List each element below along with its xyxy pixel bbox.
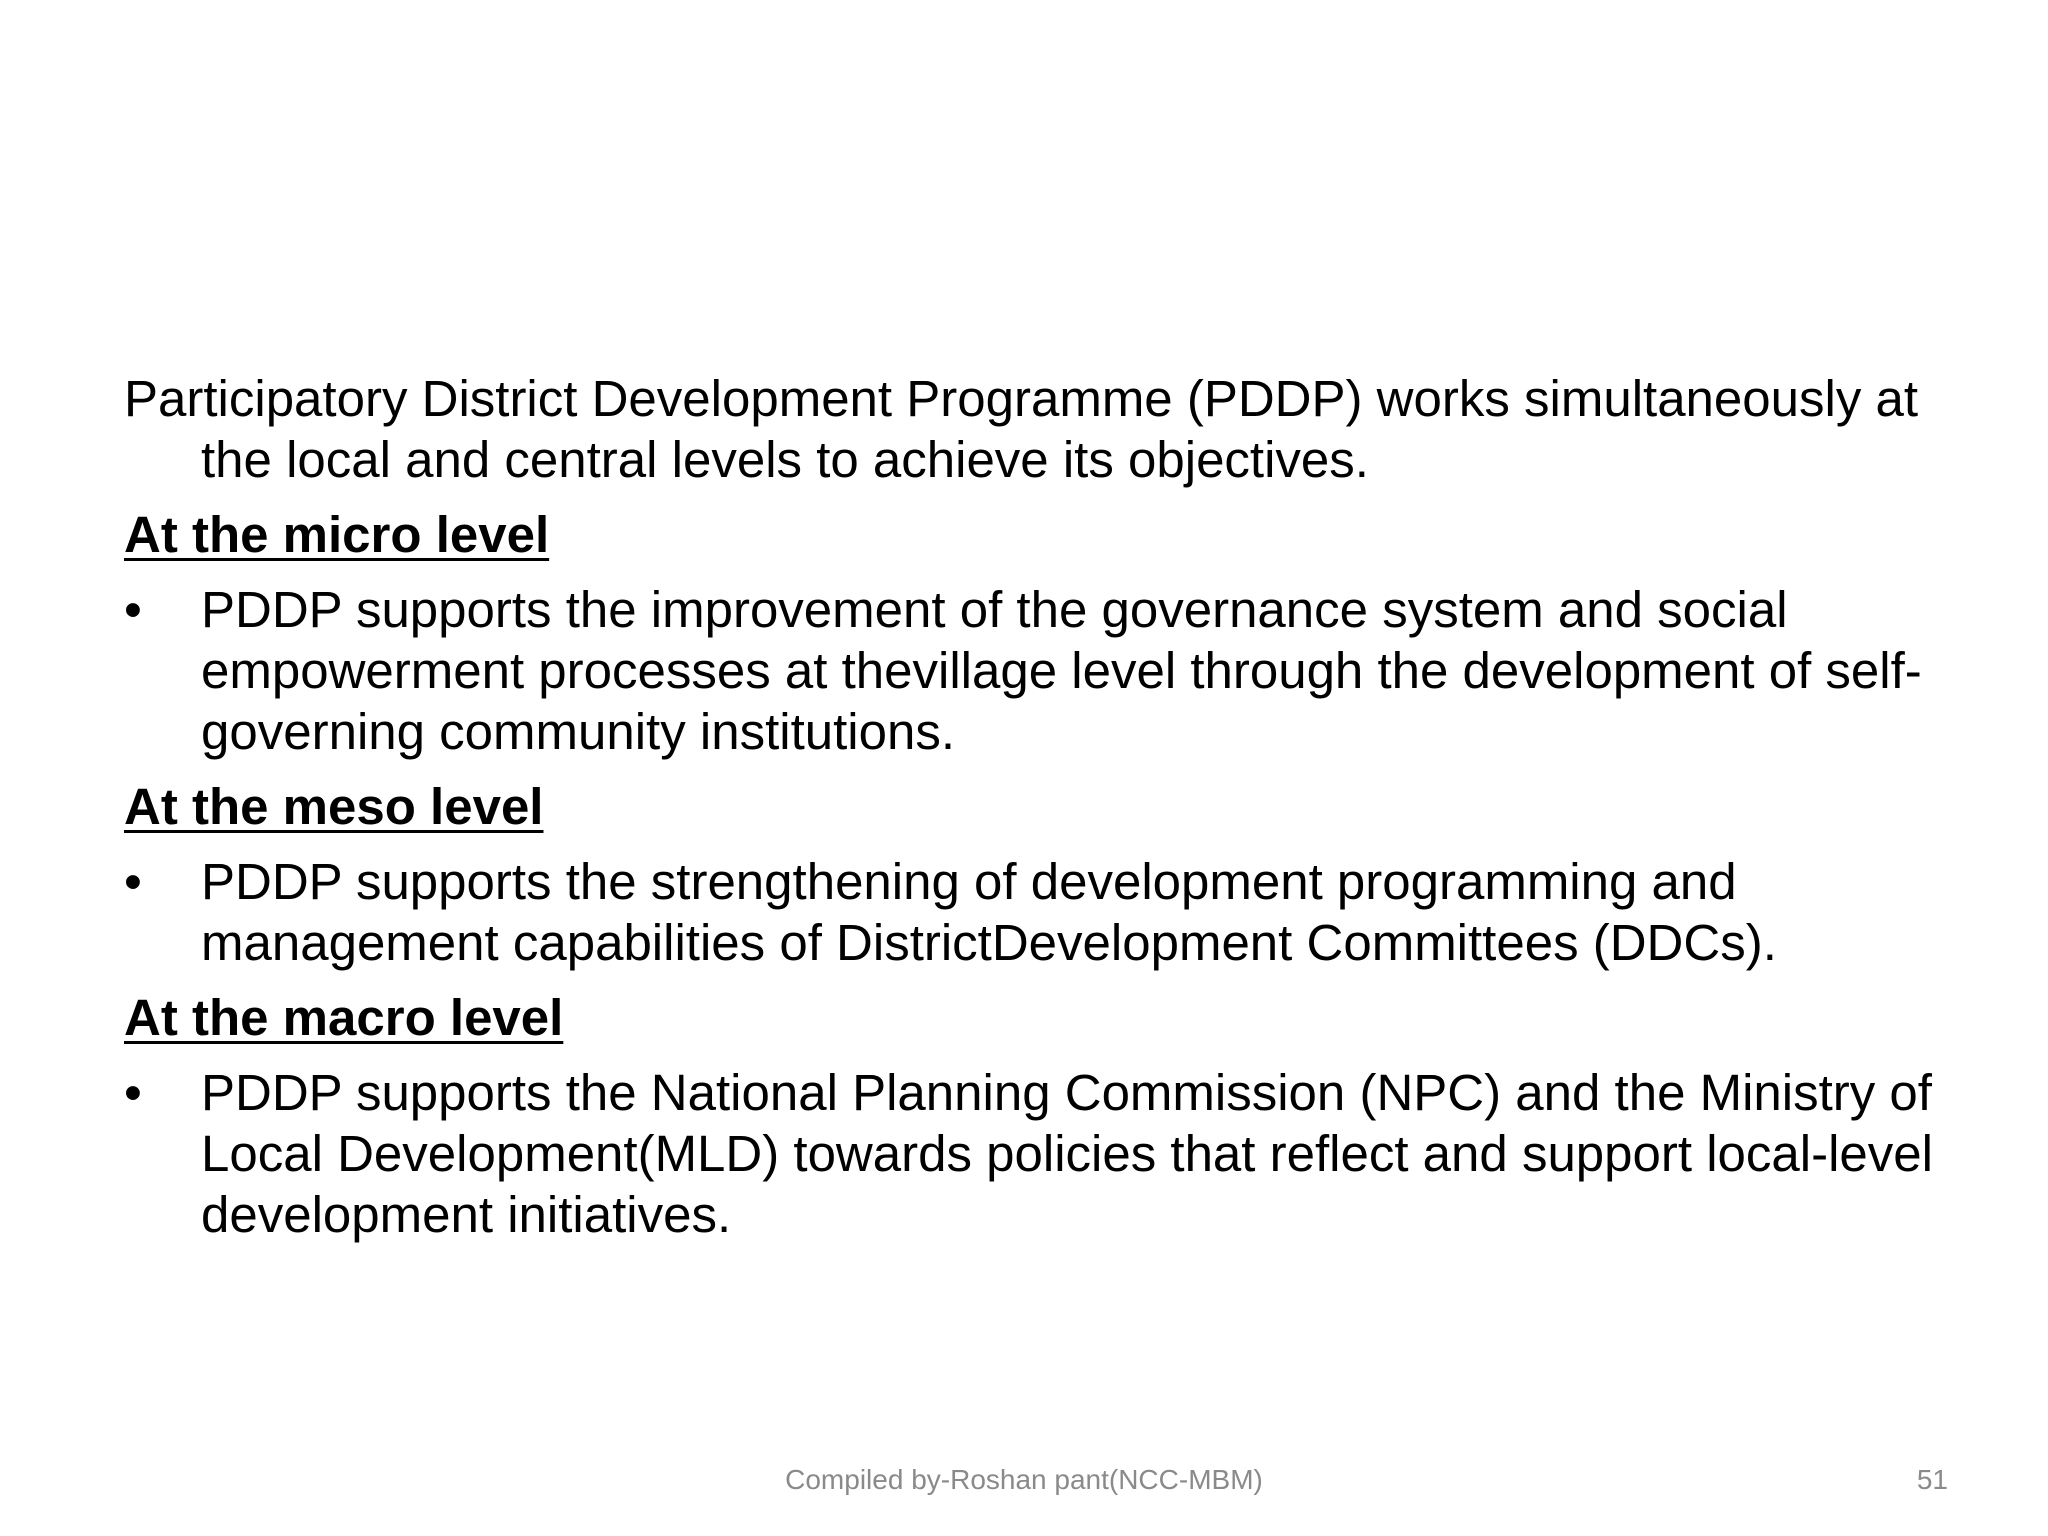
footer-credit: Compiled by-Roshan pant(NCC-MBM) <box>785 1464 1263 1495</box>
bullet-text: PDDP supports the strengthening of development programming and management capabilities of DistrictDevelopment Committees (DDCs). <box>201 853 1777 971</box>
bullet-meso-level <box>124 851 1944 973</box>
heading-meso-level: At the meso level <box>124 778 544 835</box>
bullet-text: PDDP supports the improvement of the governance system and social empowerment processes at thevillage level through the development of self-governing community institutions. <box>201 581 1922 760</box>
bullet-icon: • <box>124 853 142 910</box>
bullet-icon: • <box>124 1064 142 1121</box>
page-number: 51 <box>1916 1464 1948 1495</box>
slide-content <box>124 368 1944 1259</box>
heading-macro-level: At the macro level <box>124 989 564 1046</box>
bullet-icon: • <box>124 581 142 638</box>
bullet-micro-level <box>124 579 1944 762</box>
bullet-text: PDDP supports the National Planning Commission (NPC) and the Ministry of Local Development(MLD) towards policies that reflect and support local-level development initiatives. <box>201 1064 1933 1243</box>
heading-micro-level: At the micro level <box>124 506 550 563</box>
bullet-macro-level <box>124 1062 1944 1245</box>
intro-paragraph: Participatory District Development Programme (PDDP) works simultaneously at the local and central levels to achieve its objectives. <box>124 370 1919 488</box>
